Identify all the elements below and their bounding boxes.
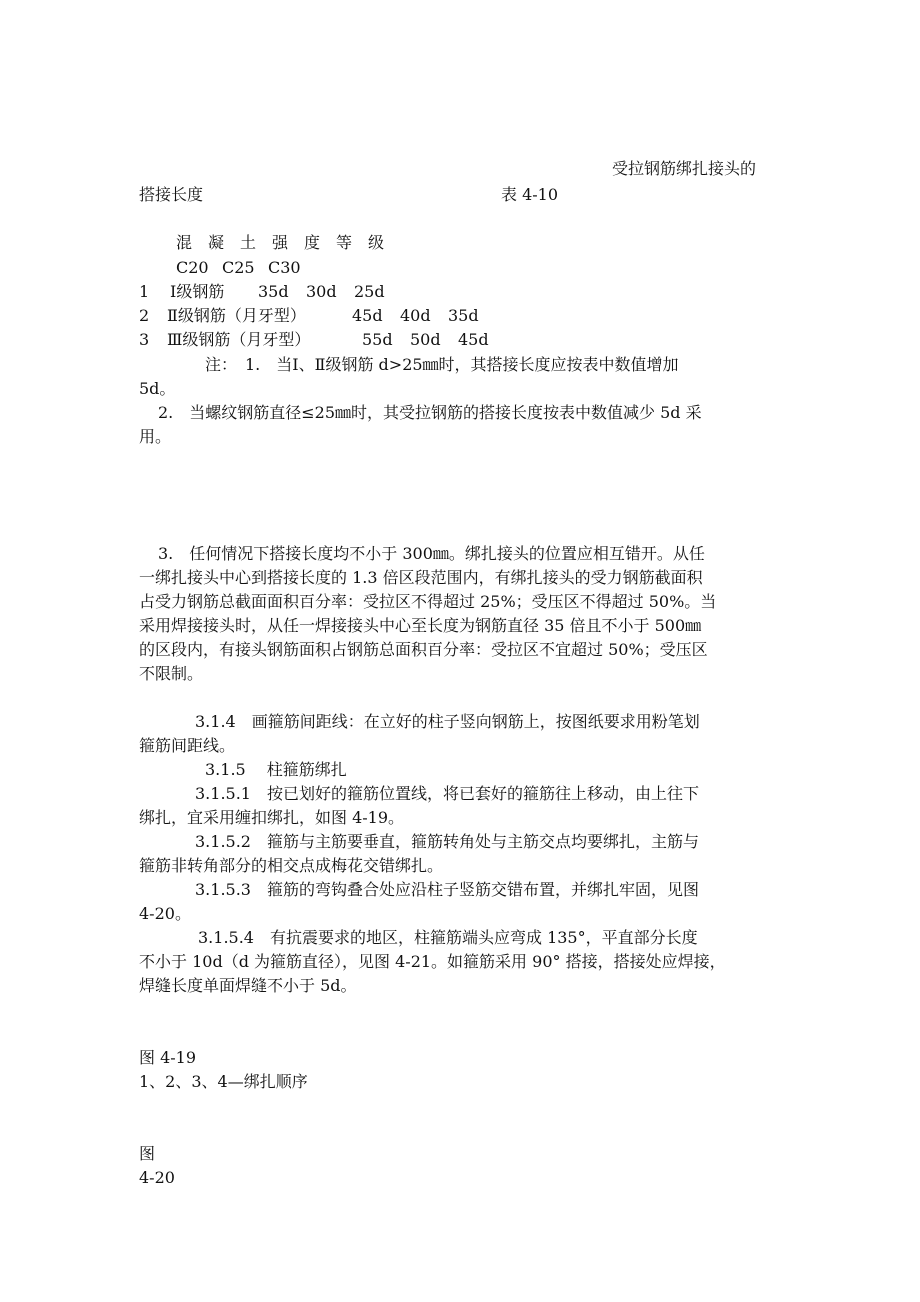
table-col-c30: C30 — [268, 258, 301, 277]
note-1-cont: 5d。 — [139, 379, 176, 398]
section-3-1-5-1-cont: 绑扎，宜采用缠扣绑扎，如图 4-19。 — [139, 808, 405, 827]
figure-caption: 1、2、3、4—绑扎顺序 — [139, 1072, 308, 1091]
row-value: 35d — [258, 282, 289, 301]
table-col-c20: C20 — [176, 258, 209, 277]
table-number: 表 4-10 — [501, 185, 559, 204]
note-3-line: 一绑扎接头中心到搭接长度的 1.3 倍区段范围内，有绑扎接头的受力钢筋截面积 — [139, 568, 703, 587]
row-value: 45d — [352, 306, 383, 325]
section-3-1-5-heading: 3.1.5 柱箍筋绑扎 — [205, 760, 347, 779]
note-3: 3. 任何情况下搭接长度均不小于 300㎜。绑扎接头的位置应相互错开。从任 — [158, 544, 705, 563]
note-3-line: 占受力钢筋总截面面积百分率：受拉区不得超过 25%；受压区不得超过 50%。当 — [139, 592, 717, 611]
section-3-1-5-1-text: 3.1.5.1 按已划好的箍筋位置线，将已套好的箍筋往上移动，由上往下 — [195, 784, 699, 803]
row-number: 2 — [139, 306, 150, 325]
table-header-group: 混 凝 土 强 度 等 级 — [176, 233, 385, 252]
row-value: 55d — [362, 330, 393, 349]
section-3-1-5-2-cont: 箍筋非转角部分的相交点成梅花交错绑扎。 — [139, 856, 444, 875]
section-3-1-5-3-cont: 4-20。 — [139, 904, 191, 923]
note-3-line: 不限制。 — [139, 664, 204, 683]
section-3-1-4-cont: 箍筋间距线。 — [139, 736, 236, 755]
row-type: Ⅰ级钢筋 — [170, 282, 225, 301]
row-value: 35d — [448, 306, 479, 325]
row-type: Ⅲ级钢筋（月牙型） — [167, 330, 311, 349]
section-3-1-5-4-cont: 不小于 10d（d 为箍筋直径），见图 4-21。如箍筋采用 90° 搭接，搭接处应焊接， — [139, 952, 726, 971]
row-number: 1 — [139, 282, 150, 301]
row-type: Ⅱ级钢筋（月牙型） — [167, 306, 306, 325]
note-1: 注： 1. 当Ⅰ、Ⅱ级钢筋 d>25㎜时，其搭接长度应按表中数值增加 — [205, 355, 679, 374]
section-3-1-4-text: 3.1.4 画箍筋间距线：在立好的柱子竖向钢筋上，按图纸要求用粉笔划 — [195, 712, 700, 731]
figure-title: 图 — [139, 1144, 156, 1163]
note-3-line: 的区段内，有接头钢筋面积占钢筋总面积百分率：受拉区不宜超过 50%；受压区 — [139, 640, 708, 659]
note-3-line: 采用焊接接头时，从任一焊接接头中心至长度为钢筋直径 35 倍且不小于 500㎜ — [139, 616, 702, 635]
row-value: 45d — [458, 330, 489, 349]
note-2: 2. 当螺纹钢筋直径≤25㎜时，其受拉钢筋的搭接长度按表中数值减少 5d 采 — [158, 403, 702, 422]
note-2-cont: 用。 — [139, 427, 172, 446]
section-3-1-5-4-cont: 焊缝长度单面焊缝不小于 5d。 — [139, 976, 357, 995]
figure-title: 图 4-19 — [139, 1048, 197, 1067]
row-value: 40d — [400, 306, 431, 325]
row-value: 50d — [410, 330, 441, 349]
table-col-c25: C25 — [222, 258, 255, 277]
table-caption-right: 受拉钢筋绑扎接头的 — [612, 159, 757, 178]
table-caption-left: 搭接长度 — [139, 185, 204, 204]
section-3-1-5-2-text: 3.1.5.2 箍筋与主筋要垂直，箍筋转角处与主筋交点均要绑扎，主筋与 — [195, 832, 699, 851]
row-value: 25d — [354, 282, 385, 301]
row-number: 3 — [139, 330, 150, 349]
section-3-1-5-4-text: 3.1.5.4 有抗震要求的地区，柱箍筋端头应弯成 135°，平直部分长度 — [198, 928, 698, 947]
row-value: 30d — [306, 282, 337, 301]
figure-title-cont: 4-20 — [139, 1168, 175, 1187]
section-3-1-5-3-text: 3.1.5.3 箍筋的弯钩叠合处应沿柱子竖筋交错布置，并绑扎牢固，见图 — [195, 880, 699, 899]
